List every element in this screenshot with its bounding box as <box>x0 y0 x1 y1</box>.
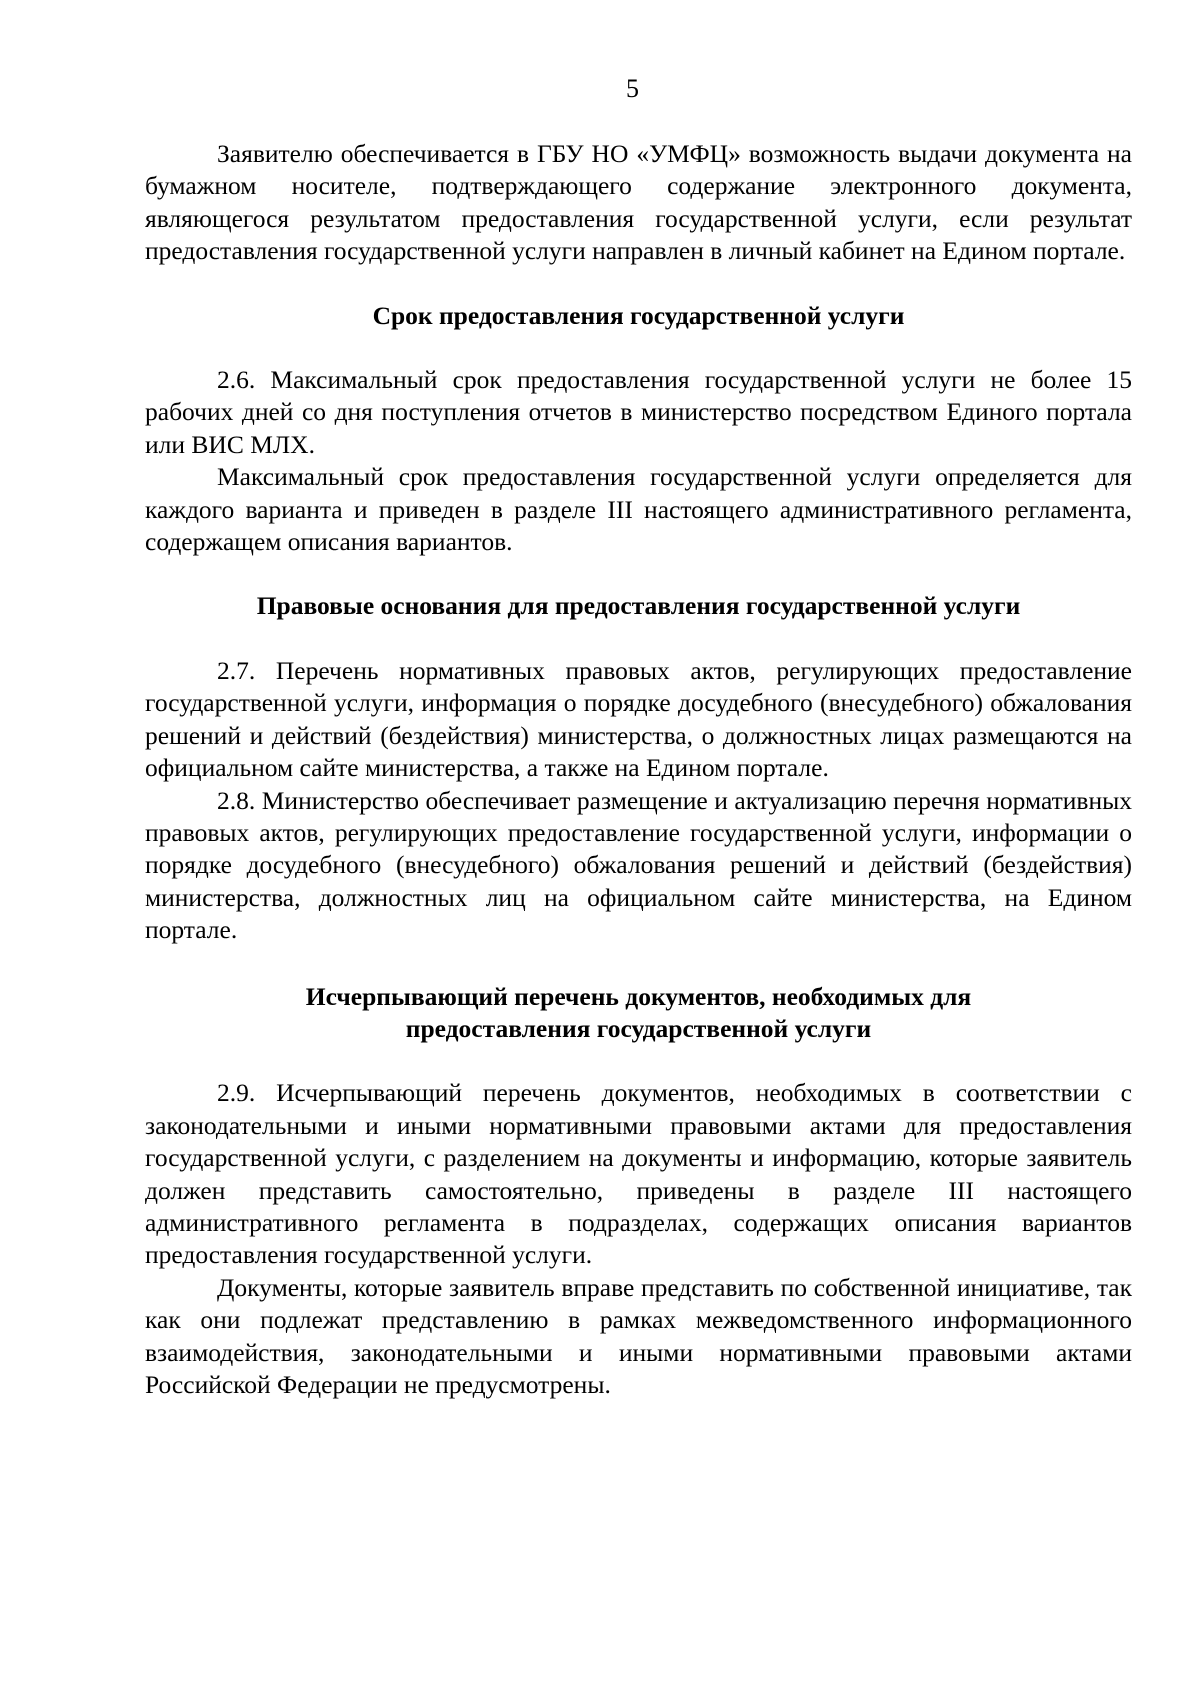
heading-required-documents-line1: Исчерпывающий перечень документов, необходимых для <box>305 981 972 1011</box>
document-body <box>145 138 1132 1401</box>
paragraph-intro: Заявителю обеспечивается в ГБУ НО «УМФЦ» возможность выдачи документа на бумажном носителе, подтверждающего содержание электронного документа, являющегося результатом предоставления государственной услуги, если результат предоставления государственной услуги направлен в личный кабинет на Едином портале. <box>145 139 1132 266</box>
heading-required-documents-line2: предоставления государственной услуги <box>405 1013 872 1043</box>
paragraph-2-7: 2.7. Перечень нормативных правовых актов, регулирующих предоставление государственной услуги, информация о порядке досудебного (внесудебного) обжалования решений и действий (бездействия) министерства, о должностных лицах размещаются на официальном сайте министерства, а также на Едином портале. <box>145 655 1132 783</box>
paragraph-2-8: 2.8. Министерство обеспечивает размещение и актуализацию перечня нормативных правовых актов, регулирующих предоставление государственной услуги, информации о порядке досудебного (внесудебного) обжалования решений и действий (бездействия) министерства, должностных лиц на официальном сайте министерства, на Едином портале. <box>145 785 1132 945</box>
paragraph-2-9-continued: Документы, которые заявитель вправе представить по собственной инициативе, так как они подлежат представлению в рамках межведомственного информационного взаимодействия, законодательными и иными нормативными правовыми актами Российской Федерации не предусмотрены. <box>145 1272 1132 1399</box>
paragraph-2-6-continued: Максимальный срок предоставления государственной услуги определяется для каждого варианта и приведен в разделе III настоящего административного регламента, содержащем описания вариантов. <box>145 462 1132 557</box>
paragraph-2-6: 2.6. Максимальный срок предоставления государственной услуги не более 15 рабочих дней со дня поступления отчетов в министерство посредством Единого портала или ВИС МЛХ. <box>145 365 1132 459</box>
heading-service-term: Срок предоставления государственной услуги <box>372 300 905 330</box>
paragraph-2-9: 2.9. Исчерпывающий перечень документов, необходимых в соответствии с законодательными и иными нормативными правовыми актами для предоставления государственной услуги, с разделением на документы и информацию, которые заявитель должен представить самостоятельно, приведены в разделе III настоящего административного регламента в подразделах, содержащих описания вариантов предоставления государственной услуги. <box>145 1078 1132 1270</box>
page-number: 5 <box>626 74 639 103</box>
heading-legal-grounds: Правовые основания для предоставления государственной услуги <box>256 591 1021 621</box>
heading-required-documents <box>145 981 1132 1046</box>
